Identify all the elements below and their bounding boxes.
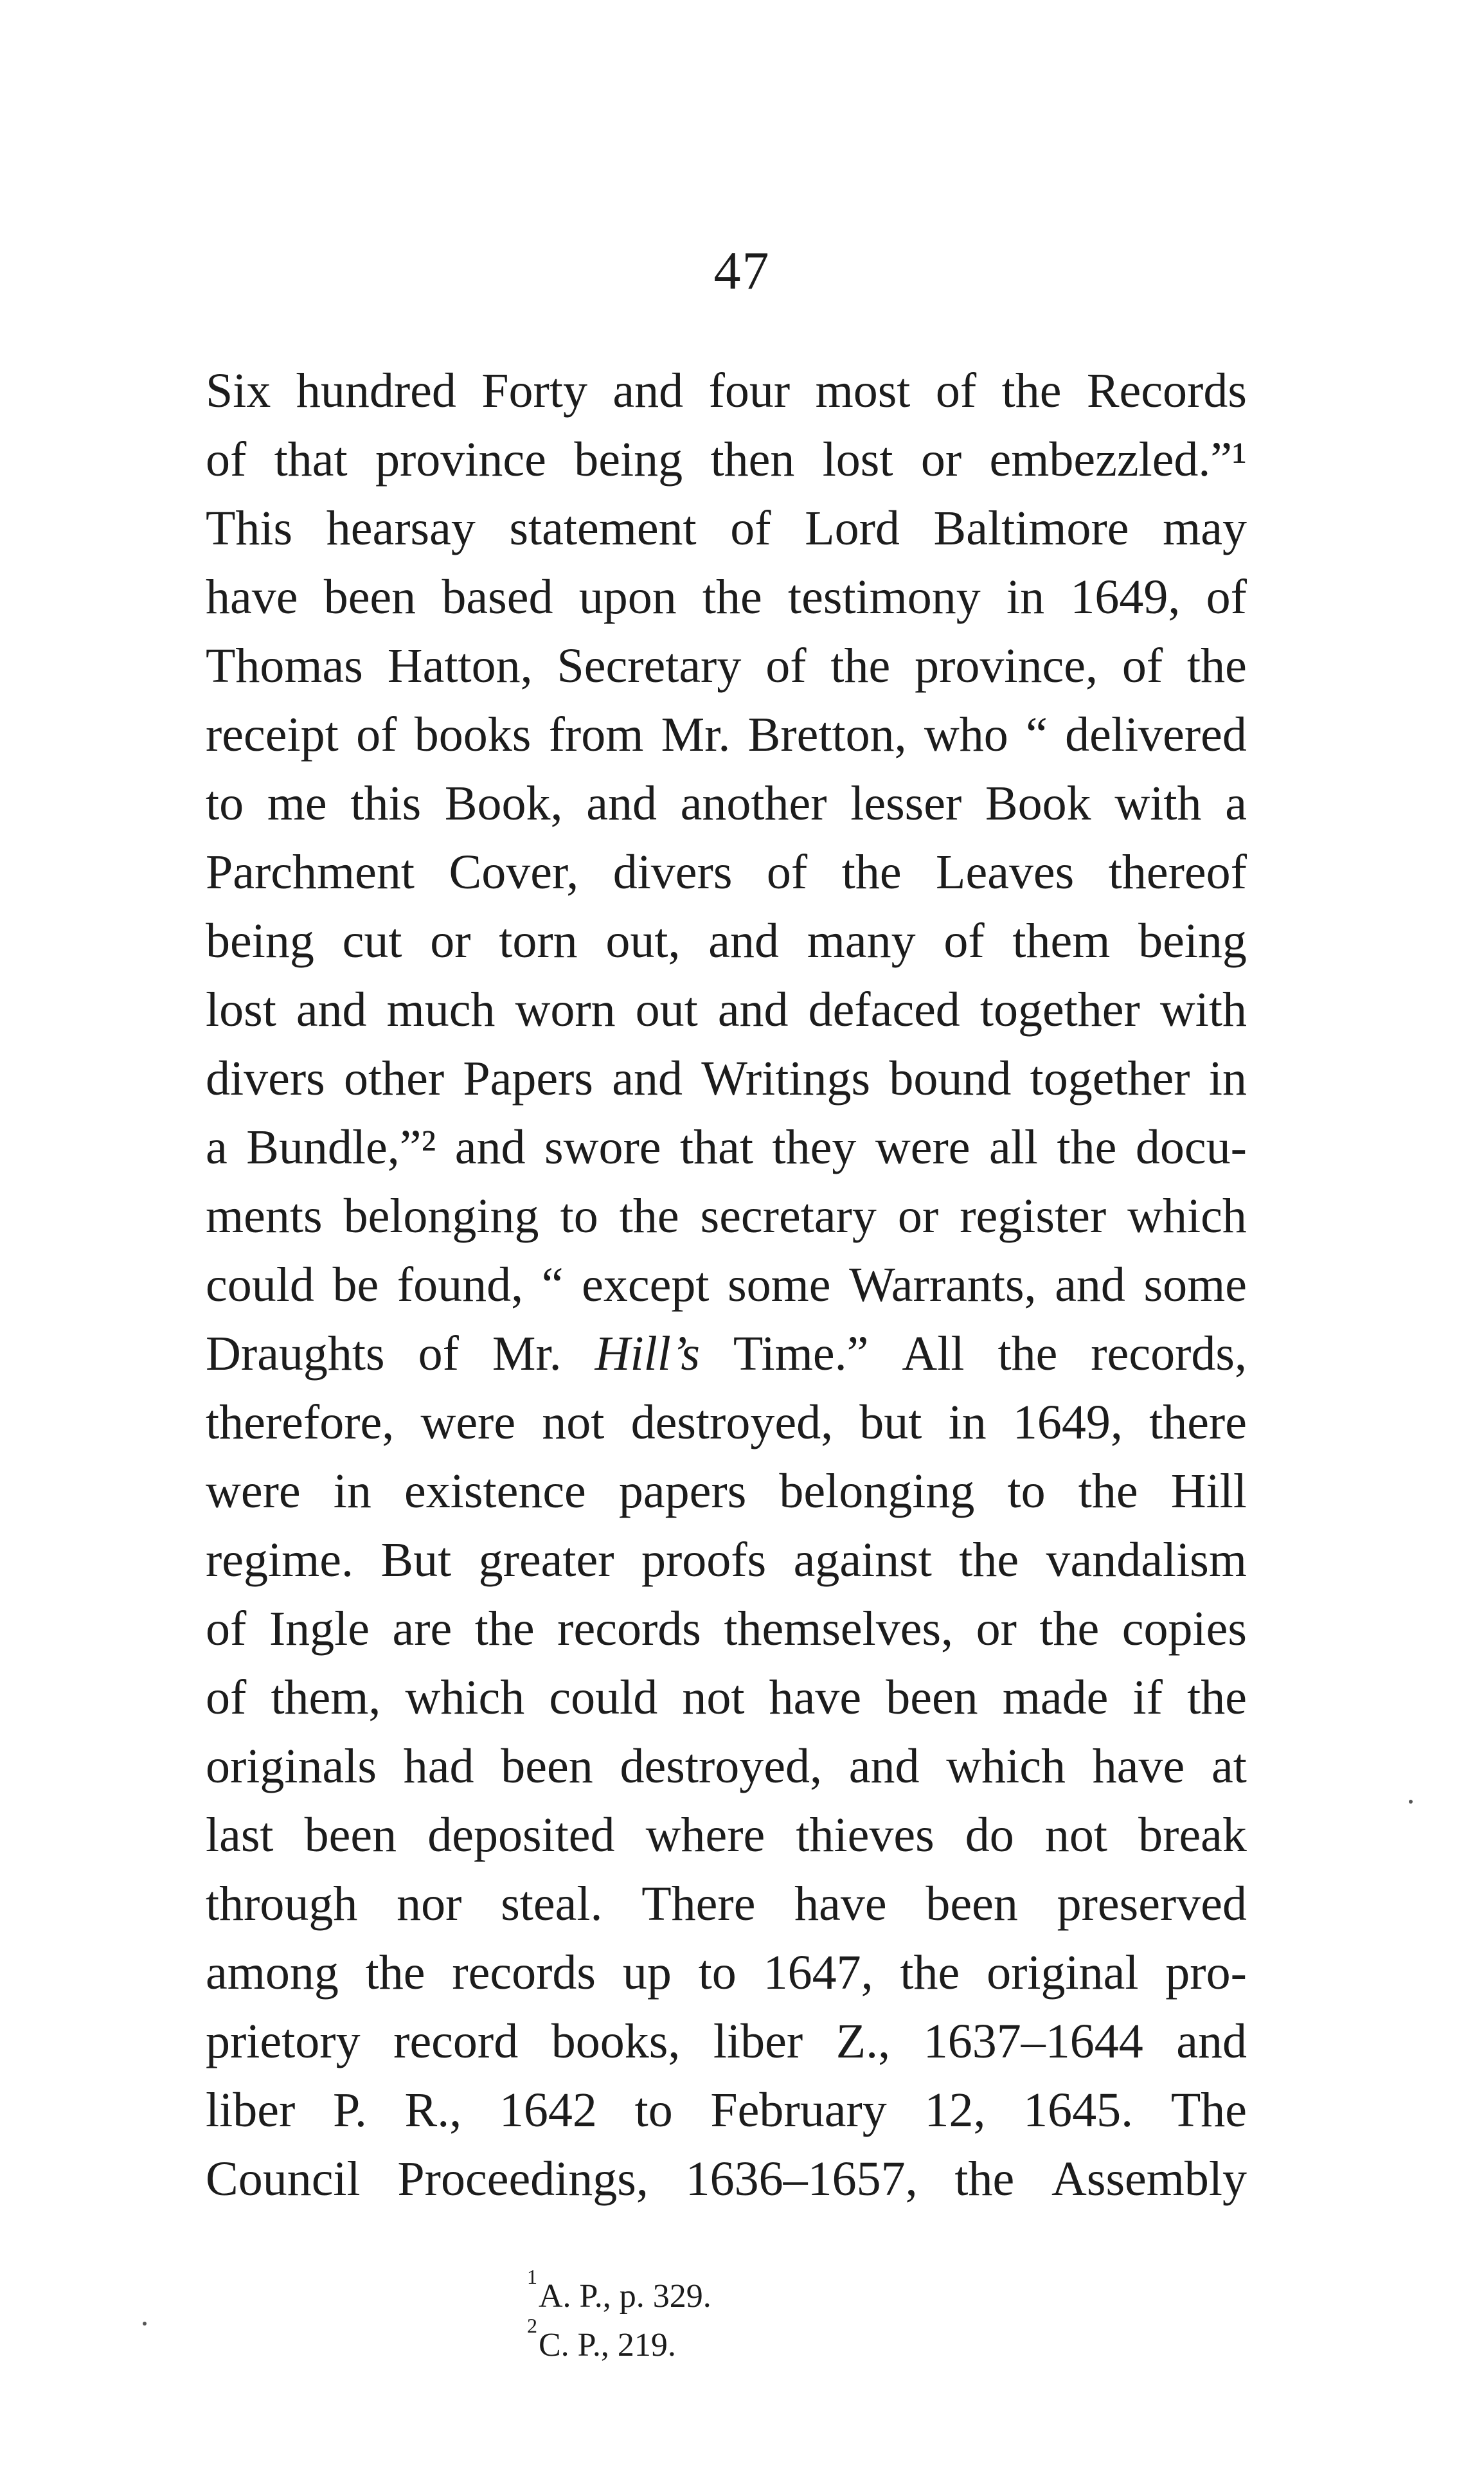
word: hearsay [326, 501, 476, 555]
word: most [815, 364, 911, 418]
word: and [1176, 2014, 1247, 2068]
word: have [1092, 1739, 1185, 1793]
word: not [542, 1395, 605, 1449]
word: except [582, 1258, 710, 1312]
word: themselves, [724, 1602, 954, 1656]
word: Mr. [661, 708, 731, 762]
word: the [997, 1327, 1058, 1381]
word: the [619, 1189, 679, 1243]
word: of [206, 1671, 247, 1725]
text-line [206, 2076, 1247, 2145]
word: be [332, 1258, 379, 1312]
word: the [954, 2152, 1015, 2206]
word: 1649, [1070, 570, 1181, 624]
word: steal. [501, 1877, 603, 1931]
word: in [948, 1395, 987, 1449]
word: thieves [796, 1808, 934, 1862]
word: records, [1091, 1327, 1247, 1381]
word: deposited [427, 1808, 615, 1862]
text-line [206, 769, 1247, 838]
word: greater [478, 1533, 614, 1587]
text-line [206, 1388, 1247, 1457]
word: existence [404, 1464, 586, 1518]
word: me [267, 776, 327, 830]
word: the [365, 1946, 425, 2000]
word: register [960, 1189, 1107, 1243]
text-line [206, 357, 1247, 426]
word: Secretary [557, 639, 742, 693]
word: February [710, 2083, 887, 2137]
word: pro- [1165, 1946, 1247, 2000]
word: divers [612, 845, 733, 899]
text-line [206, 2145, 1247, 2214]
word: docu- [1135, 1120, 1247, 1174]
print-speck [143, 2322, 147, 2326]
word: which [946, 1739, 1066, 1793]
word: 1636–1657, [685, 2152, 918, 2206]
word: which [405, 1671, 525, 1725]
word: or [430, 914, 471, 968]
word: copies [1122, 1602, 1247, 1656]
word: liber [206, 2083, 296, 2137]
word: Warrants, [849, 1258, 1037, 1312]
word: where [645, 1808, 765, 1862]
word: many [807, 914, 916, 968]
word: of [766, 845, 808, 899]
word: There [641, 1877, 756, 1931]
word: in [1006, 570, 1045, 624]
word: to [1007, 1464, 1046, 1518]
word: This [206, 501, 293, 555]
word: Bundle,”² [246, 1120, 436, 1174]
word: Z., [836, 2014, 891, 2068]
word: “ [541, 1258, 564, 1312]
word: then [710, 433, 795, 487]
word: and [717, 983, 789, 1037]
word: Time.” [733, 1327, 869, 1381]
footnote-mark: 1 [527, 2264, 537, 2288]
word: The [1170, 2083, 1247, 2137]
word: and [612, 364, 684, 418]
word: made [1002, 1671, 1109, 1725]
word: record [393, 2014, 519, 2068]
word: Lord [805, 501, 900, 555]
word: a [206, 1120, 228, 1174]
word: records [452, 1946, 596, 2000]
word: lost [822, 433, 893, 487]
word: Mr. [492, 1327, 562, 1381]
text-line [206, 1663, 1247, 1732]
word: against [793, 1533, 932, 1587]
word: the [474, 1602, 535, 1656]
word: among [206, 1946, 339, 2000]
text-line [206, 426, 1247, 494]
word: at [1211, 1739, 1247, 1793]
word: 1637–1644 [923, 2014, 1143, 2068]
word: some [1143, 1258, 1247, 1312]
word: Book, [444, 776, 563, 830]
footnote-text: A. P., p. 329. [539, 2278, 711, 2315]
word: of [206, 1602, 247, 1656]
word: of [356, 708, 397, 762]
word: been [304, 1808, 397, 1862]
word: Forty [481, 364, 587, 418]
word: Cover, [449, 845, 579, 899]
word: found, [397, 1258, 524, 1312]
word: Hill [1170, 1464, 1247, 1518]
word: which [1127, 1189, 1247, 1243]
word: and [708, 914, 779, 968]
footnote [527, 2313, 1041, 2370]
word: torn [499, 914, 578, 968]
word: hundred [296, 364, 456, 418]
word: of [943, 914, 985, 968]
word: records [557, 1602, 701, 1656]
word: Council [206, 2152, 361, 2206]
word: that [680, 1120, 754, 1174]
word: Records [1086, 364, 1247, 418]
text-line [206, 1251, 1247, 1320]
text-line [206, 701, 1247, 769]
text-line [206, 1113, 1247, 1182]
word: there [1149, 1395, 1247, 1449]
word: through [206, 1877, 358, 1931]
word: ments [206, 1189, 323, 1243]
word: they [772, 1120, 857, 1174]
text-line [206, 838, 1247, 907]
text-line [206, 1870, 1247, 1939]
word: in [333, 1464, 371, 1518]
word: cut [342, 914, 402, 968]
body-text [206, 357, 1247, 2214]
word: lost [206, 983, 276, 1037]
word: up [622, 1946, 672, 2000]
word: to [634, 2083, 673, 2137]
word: of [730, 501, 771, 555]
word: divers [206, 1052, 325, 1106]
text-line [206, 2007, 1247, 2076]
word: the [1001, 364, 1062, 418]
word: the [1039, 1602, 1100, 1656]
word: been [323, 570, 416, 624]
word: and [848, 1739, 920, 1793]
word: 12, [924, 2083, 986, 2137]
word: had [403, 1739, 474, 1793]
word: are [392, 1602, 452, 1656]
word: the [830, 639, 891, 693]
word: being [206, 914, 314, 968]
word: Baltimore [933, 501, 1129, 555]
word: lesser [850, 776, 962, 830]
word: regime. [206, 1533, 354, 1587]
word: the [1187, 1671, 1247, 1725]
word: But [380, 1533, 452, 1587]
word: last [206, 1808, 274, 1862]
word: have [769, 1671, 862, 1725]
word: this [350, 776, 422, 830]
word: prietory [206, 2014, 361, 2068]
text-line [206, 1457, 1247, 1526]
word: of [765, 639, 807, 693]
word: have [794, 1877, 887, 1931]
text-line [206, 1732, 1247, 1801]
word: another [680, 776, 827, 830]
word: proofs [641, 1533, 767, 1587]
word: All [902, 1327, 965, 1381]
word: original [987, 1946, 1139, 2000]
word: not [682, 1671, 745, 1725]
word: been [886, 1671, 978, 1725]
word: that [274, 433, 348, 487]
word: worn [515, 983, 616, 1037]
word: testimony [788, 570, 981, 624]
word: the [959, 1533, 1019, 1587]
word: were [206, 1464, 301, 1518]
text-line [206, 1320, 1247, 1388]
word: if [1132, 1671, 1163, 1725]
word: may [1163, 501, 1247, 555]
word: upon [578, 570, 677, 624]
word: papers [618, 1464, 747, 1518]
word: the [702, 570, 762, 624]
word: R., [404, 2083, 462, 2137]
word: to [698, 1946, 737, 2000]
word: the [1057, 1120, 1117, 1174]
word: or [920, 433, 962, 487]
word: them, [271, 1671, 381, 1725]
word: province [375, 433, 546, 487]
page-number: 47 [713, 241, 771, 301]
word: P. [332, 2083, 367, 2137]
footnote-mark: 2 [527, 2313, 537, 2337]
word: who [924, 708, 1008, 762]
text-line [206, 1044, 1247, 1113]
word: out, [605, 914, 681, 968]
word: from [548, 708, 644, 762]
word: belonging [779, 1464, 975, 1518]
word: in [1208, 1052, 1247, 1106]
footnote [527, 2264, 1041, 2321]
word: much [386, 983, 496, 1037]
word: delivered [1065, 708, 1247, 762]
word: or [897, 1189, 939, 1243]
word: of [206, 433, 247, 487]
word: out [635, 983, 698, 1037]
word: together [979, 983, 1140, 1037]
text-line [206, 563, 1247, 632]
word: the [900, 1946, 960, 2000]
word: to [560, 1189, 598, 1243]
word: been [501, 1739, 593, 1793]
word: defaced [808, 983, 960, 1037]
word: were [875, 1120, 970, 1174]
word: belonging [343, 1189, 539, 1243]
word: some [728, 1258, 831, 1312]
word: four [708, 364, 791, 418]
word: them [1012, 914, 1111, 968]
word: liber [713, 2014, 803, 2068]
word: together [1030, 1052, 1190, 1106]
word: Book [985, 776, 1091, 830]
word: not [1044, 1808, 1108, 1862]
word: Papers [463, 1052, 593, 1106]
text-line [206, 976, 1247, 1044]
word: Parchment [206, 845, 415, 899]
word: have [206, 570, 298, 624]
word: nor [397, 1877, 462, 1931]
text-line [206, 1801, 1247, 1870]
word: the [841, 845, 902, 899]
word: of [1206, 570, 1247, 624]
word: with [1114, 776, 1202, 830]
word: been [925, 1877, 1018, 1931]
word: and [612, 1052, 683, 1106]
text-line [206, 1595, 1247, 1663]
word: Proceedings, [397, 2152, 648, 2206]
word: and [296, 983, 367, 1037]
word: Six [206, 364, 271, 418]
word: Leaves [936, 845, 1075, 899]
word: Assembly [1051, 2152, 1247, 2206]
word: statement [509, 501, 697, 555]
word: other [343, 1052, 445, 1106]
word: destroyed, [630, 1395, 834, 1449]
word: 1642 [499, 2083, 597, 2137]
word: originals [206, 1739, 377, 1793]
text-line [206, 494, 1247, 563]
word: and [586, 776, 657, 830]
word: being [1138, 914, 1247, 968]
word: and [454, 1120, 526, 1174]
word: break [1138, 1808, 1247, 1862]
word: but [859, 1395, 922, 1449]
word: all [989, 1120, 1039, 1174]
word: bound [889, 1052, 1012, 1106]
word: “ [1026, 708, 1048, 762]
word: of [1122, 639, 1163, 693]
word: Ingle [269, 1602, 370, 1656]
footnote-text: C. P., 219. [539, 2327, 676, 2363]
text-line [206, 632, 1247, 701]
word: secretary [700, 1189, 877, 1243]
word: could [206, 1258, 314, 1312]
print-speck [1409, 1800, 1413, 1804]
word: a [1225, 776, 1247, 830]
word: Writings [701, 1052, 871, 1106]
word: do [965, 1808, 1014, 1862]
word: or [976, 1602, 1017, 1656]
word: 1649, [1012, 1395, 1123, 1449]
word: therefore, [206, 1395, 395, 1449]
word: with [1159, 983, 1247, 1037]
word: of [418, 1327, 459, 1381]
word: thereof [1108, 845, 1247, 899]
text-line [206, 1526, 1247, 1595]
word: 1645. [1023, 2083, 1134, 2137]
word: receipt [206, 708, 339, 762]
word: preserved [1057, 1877, 1247, 1931]
word: being [574, 433, 683, 487]
word: vandalism [1046, 1533, 1247, 1587]
word: the [1187, 639, 1247, 693]
word: the [1078, 1464, 1138, 1518]
word: 1647, [763, 1946, 873, 2000]
word: to [206, 776, 244, 830]
word: Hatton, [387, 639, 533, 693]
word: Bretton, [747, 708, 907, 762]
word: swore [544, 1120, 661, 1174]
word: were [420, 1395, 516, 1449]
word: Draughts [206, 1327, 385, 1381]
word: books, [551, 2014, 681, 2068]
word: Hill’s [594, 1327, 700, 1381]
word: could [549, 1671, 658, 1725]
word: books [414, 708, 532, 762]
word: and [1055, 1258, 1125, 1312]
word: based [442, 570, 553, 624]
word: Thomas [206, 639, 363, 693]
text-line [206, 907, 1247, 976]
text-line [206, 1939, 1247, 2007]
word: destroyed, [620, 1739, 822, 1793]
text-line [206, 1182, 1247, 1251]
word: embezzled.”¹ [989, 433, 1247, 487]
word: of [935, 364, 977, 418]
footnotes [527, 2264, 1041, 2370]
word: province, [915, 639, 1098, 693]
